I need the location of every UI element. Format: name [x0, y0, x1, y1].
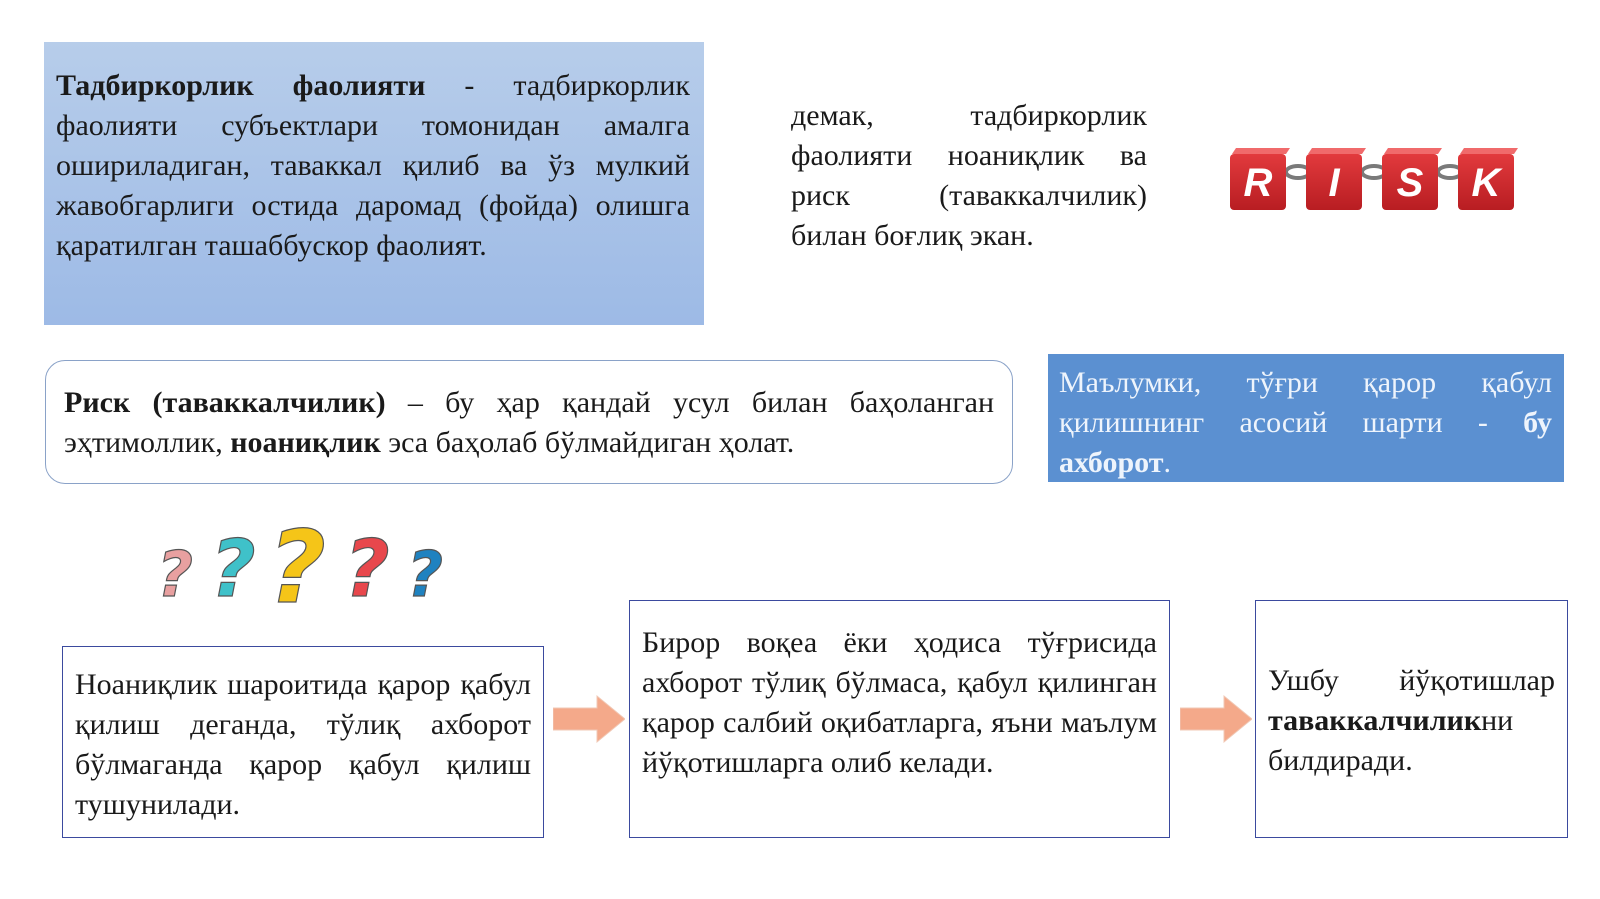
info-note-text: Маълумки, тўғри қарор қабул қилишнинг асосий шарти -	[1059, 366, 1552, 439]
risk-cubes-icon	[1228, 130, 1528, 220]
risk-definition-box	[45, 360, 1013, 484]
flow-box-3-text-2: ни билдиради.	[1268, 704, 1514, 777]
definition-text: - тадбиркорлик фаолияти субъектлари томонидан амалга ошириладиган, таваккал қилиб ва ўз мулкий жавобгарлиги остида даромад (фойда) олишга қаратилган ташаббускор фаолият.	[56, 69, 690, 262]
risk-letter: S	[1396, 161, 1424, 205]
svg-text:?: ?	[407, 538, 443, 611]
uncertainty-term: ноаниқлик	[230, 426, 381, 459]
definition-term: Тадбиркорлик фаолияти	[56, 69, 426, 102]
info-note-bold: бу ахборот	[1059, 406, 1552, 479]
risk-letter: I	[1328, 161, 1340, 205]
svg-text:?: ?	[210, 525, 256, 615]
flow-box-3-text-1: Ушбу йўқотишлар	[1268, 664, 1555, 697]
risk-cube-top	[1384, 148, 1442, 154]
risk-term: Риск (таваккалчилик)	[64, 386, 386, 419]
flow-box-3	[1255, 600, 1568, 838]
svg-text:?: ?	[267, 516, 327, 616]
arrow-right-icon	[1180, 694, 1252, 744]
risk-letter: R	[1243, 161, 1273, 205]
risk-cube-top	[1308, 148, 1366, 154]
flow-box-3-bold: таваккалчилик	[1268, 704, 1482, 737]
info-note-box	[1048, 354, 1564, 482]
svg-text:?: ?	[157, 538, 193, 611]
flow-box-1: Ноаниқлик шароитида қарор қабул қилиш деганда, тўлиқ ахборот бўлмаганда қарор қабул қилиш тушунилади.	[62, 646, 544, 838]
risk-cube-top	[1232, 148, 1290, 154]
question-marks-icon	[145, 516, 465, 616]
arrow-right-icon	[553, 694, 625, 744]
risk-cube-top	[1460, 148, 1518, 154]
svg-text:?: ?	[344, 525, 390, 615]
info-note-end: .	[1163, 446, 1171, 479]
risk-letter: K	[1471, 161, 1501, 205]
definition-box	[44, 42, 704, 325]
risk-text-2: эса баҳолаб бўлмайдиган ҳолат.	[380, 426, 795, 459]
conclusion-text: демак, тадбиркорлик фаолияти ноаниқлик ва риск (таваккалчилик) билан боғлиқ экан.	[791, 99, 1147, 252]
flow-box-2: Бирор воқеа ёки ҳодиса тўғрисида ахборот тўлиқ бўлмаса, қабул қилинган қарор салбий оқибатларга, яъни маълум йўқотишларга олиб келади.	[629, 600, 1170, 838]
risk-text-1: – бу ҳар қандай усул билан баҳоланган эҳтимоллик,	[64, 386, 994, 459]
